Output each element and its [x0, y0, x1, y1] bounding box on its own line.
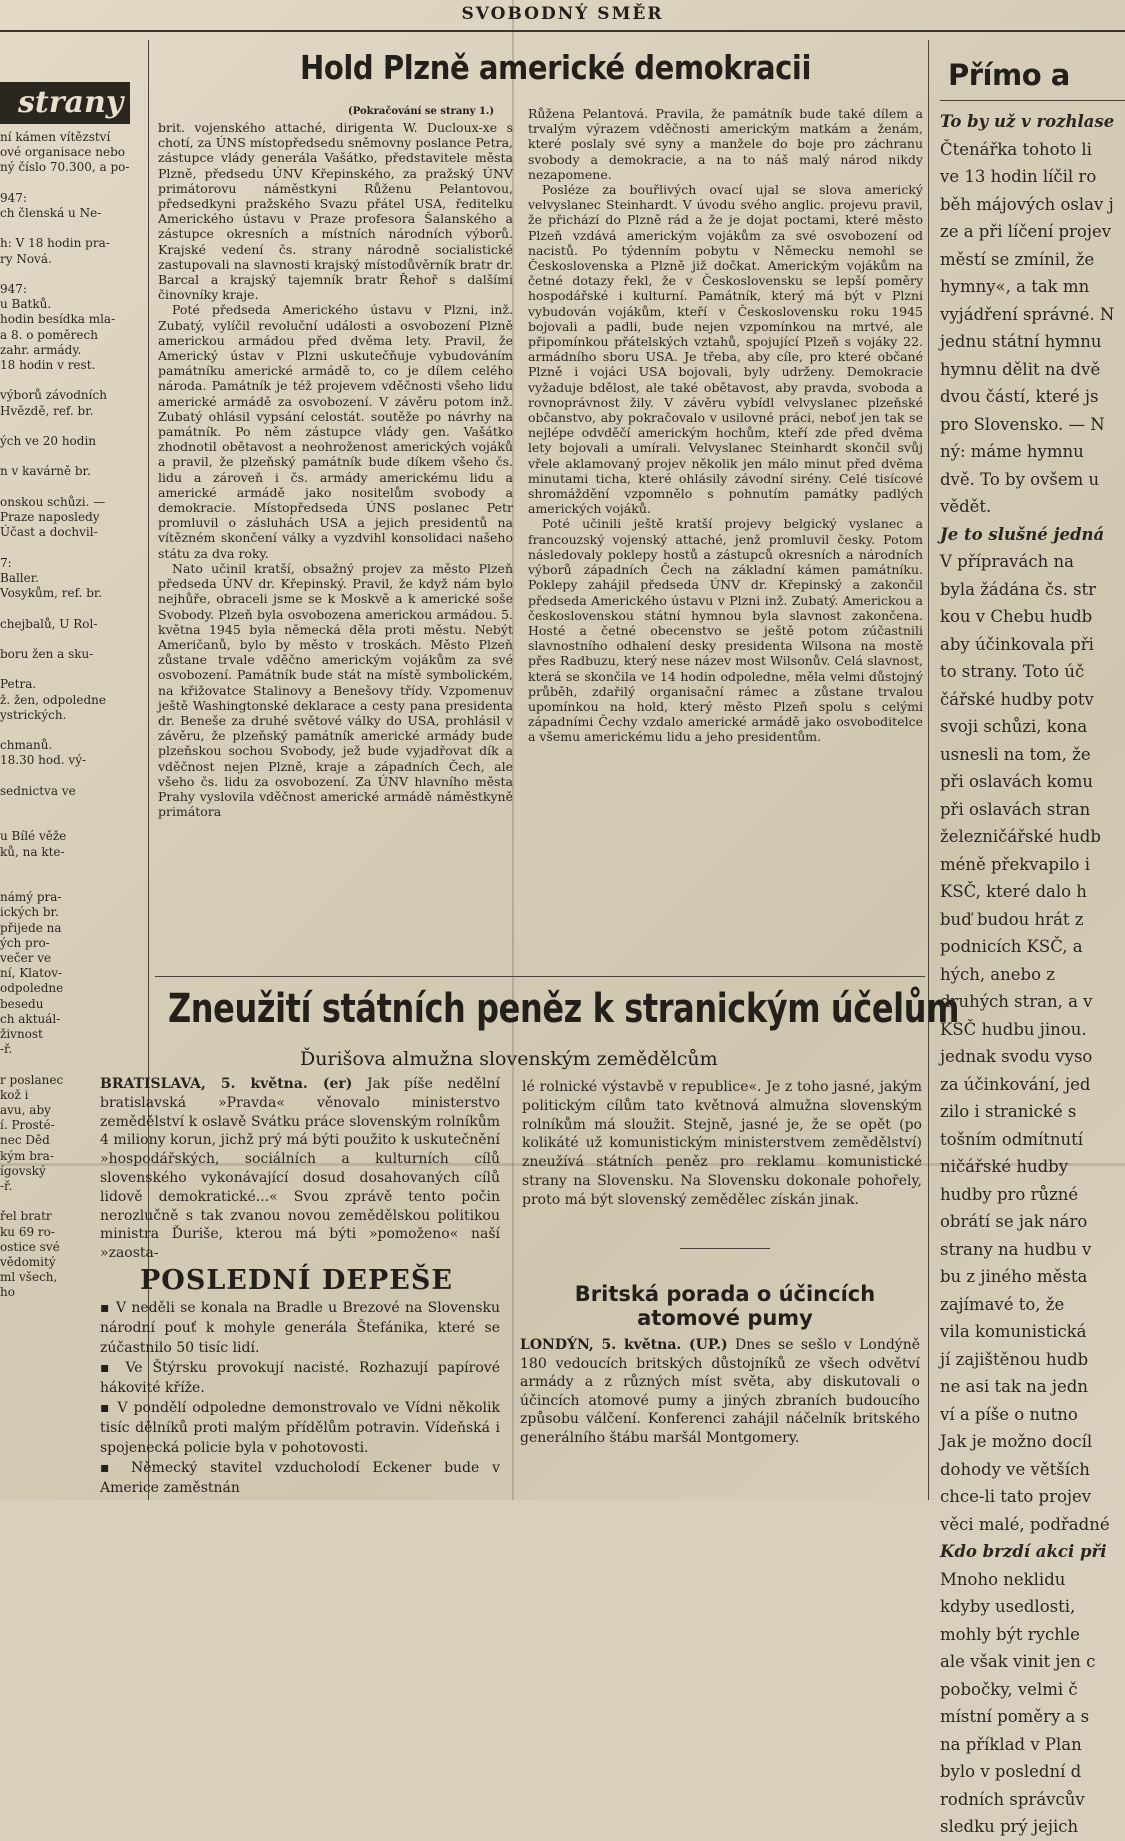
fragment-line: Petra. [0, 677, 37, 692]
fragment-line [0, 480, 140, 495]
right-subhead: To by už v rozhlase [940, 112, 1115, 131]
article-column-1 [158, 120, 513, 980]
article4-text: Dnes se sešlo v Londýně 180 vedoucích britských důstojníků ze všech odvětví armády a z různých míst světa, aby diskutovali o účincích atomové pumy a jiných zbraních budoucího způsobu válčení. Konferenci zahájil náčelník britského generálního štábu maršál Montgomery. [520, 1337, 921, 1446]
fragment-line: chmanů. [0, 738, 53, 753]
fragment-line: hodin besídka mla- [0, 312, 116, 327]
article2-text-1: Jak píše nedělní bratislavská »Pravda« věnovalo ministerstvo zemědělství k oslavě Svátku práce slovenským rolníkům 4 miliony korun, jichž prý má býti použito k uskutečnění »hospodářských, sociálních a kulturních cílů slovenského vykonávající dosud dosahovaných cílů lidově demokratické...« Svou zprávě tento počin nerozlučně s tak zvanou novou zemědělskou politikou ministra Ďuriše, kterou má býti »pomoženo« naší »zaosta- [100, 1076, 500, 1262]
fragment-line: ví a píše o nutno [940, 1404, 1078, 1424]
fragment-line: V přípravách na [940, 552, 1074, 571]
fragment-line: ígovský [0, 1163, 46, 1178]
fragment-line: rodních správcův [940, 1789, 1085, 1809]
fragment-line: obrátí se jak náro [940, 1212, 1088, 1231]
fragment-line: to strany. Toto úč [940, 662, 1085, 681]
article-headline-2: Zneužití státních peněz k stranickým účelům [168, 986, 960, 1032]
fragment-line: mohly být rychle [940, 1624, 1080, 1644]
fragment-line: ých pro- [0, 935, 50, 950]
fragment-line: -ř. [0, 1179, 13, 1194]
fragment-line: -ř. [0, 1042, 13, 1057]
fragment-line: a 8. o poměrech [0, 327, 98, 342]
fragment-line: námý pra- [0, 890, 62, 905]
fragment-line: sledku prý jejich [940, 1817, 1079, 1836]
fragment-line: ostice své [0, 1239, 60, 1254]
fragment-line: Čtenářka tohoto li [940, 139, 1092, 159]
fragment-line: řel bratr [0, 1209, 52, 1224]
fragment-line: železničářské hudb [940, 827, 1101, 846]
fragment-line: ž. žen, odpoledne [0, 692, 106, 707]
fragment-line: Mnoho neklidu [940, 1569, 1066, 1589]
fragment-line: Vosykům, ref. br. [0, 586, 103, 601]
fragment-line: při oslavách stran [940, 799, 1091, 819]
bullet-icon: ▪ [100, 1460, 132, 1476]
fragment-line [0, 176, 140, 191]
paragraph: Nato učinil kratší, obsažný projev za město Plzeň předseda ÚNV dr. Křepinský. Pravil, že když nám bylo nejhůře, obraceli jsme se k Moskvě a k americké soše Svobody. Plzeň byla osvobozena americkou armádou. 5. května 1945 byla německá děla proti městu. Nebýt Američanů, bylo by město v troskách. Město Plzeň zůstane trvale vděčno americkým vojákům za své osvobození. Památník bude stát na místě symbolickém, na křižovatce Stalinovy a Benešovy třídy. Vzpomenuv ještě Washingtonské deklarace a cesty pana presidenta dr. Beneše za druhé světové války do USA, prohlásil v závěru, že plzeňský památník americké armády bude plzeňskou sochou Svobody, jež bude vyjadřovat dík a vděčnost nejen Plzně, kraje a západních Čech, ale všeho čs. lidu za osvobození. Za ÚNV hlavního města Prahy vyslovila vděčnost americké armádě náměstkyně primátora [158, 560, 513, 820]
paragraph: Růžena Pelantová. Pravila, že památník bude také dílem a trvalým výrazem vděčnosti americkým matkám a ženám, které poslaly své syny a manžele do boje pro záchranu svobody a demokracie, a na to náš malý národ nikdy nezapomene. [528, 106, 923, 182]
right-headline-rule [940, 100, 1125, 101]
fragment-line: Praze naposledy [0, 510, 100, 525]
fragment-line: ové organisace nebo [0, 145, 125, 160]
fragment-line: druhých stran, a v [940, 992, 1093, 1011]
fragment-line: 18 hodin v rest. [0, 358, 96, 373]
fragment-line: kdyby usedlosti, [940, 1597, 1076, 1616]
depese-text: Ve Štýrsku provokují nacisté. Rozhazují papírové hákovité kříže. [100, 1360, 500, 1396]
depese-text: V neděli se konala na Bradle u Brezové na Slovensku národní pouť k mohyle generála Štefánika, které se zúčastnilo 50 tisíc lidí. [100, 1300, 500, 1356]
fragment-line: svoji schůzi, kona [940, 717, 1088, 736]
fragment-line: ho [0, 1285, 15, 1300]
fragment-line: výborů závodních [0, 388, 107, 403]
fragment-line: byla žádána čs. str [940, 579, 1097, 599]
fragment-line [0, 449, 140, 464]
fragment-line [0, 799, 140, 814]
fragment-line: ne asi tak na jedn [940, 1377, 1088, 1396]
fragment-line: přijede na [0, 920, 62, 935]
fragment-line: ry Nová. [0, 251, 52, 266]
dateline-4: LONDÝN, 5. května. (UP.) [520, 1337, 728, 1353]
fragment-line: při oslavách komu [940, 772, 1093, 791]
fragment-line: KSČ, které dalo h [940, 882, 1087, 901]
fragment-line: ch aktuál- [0, 1011, 61, 1026]
article2-column-1 [100, 1075, 500, 1262]
fragment-line: Účast a dochvil- [0, 525, 98, 540]
column-rule-right [928, 40, 929, 1500]
fragment-line [0, 860, 140, 875]
fragment-line: živnost [0, 1026, 43, 1041]
fragment-line: boru žen a sku- [0, 646, 94, 661]
paragraph: brit. vojenského attaché, dirigenta W. Ducloux-xe s chotí, za ÚNS místopředsedu sněmovny poslance Petra, zástupce vlády generála Vašátko, představitele města Plzně, předsedu ÚNV Křepinského, za pražský ÚNV primátorovu náměstkyni Růženu Pelantovou, předsedkyni pražského Svazu přátel USA, ředitelku Amerického ústavu v Praze profesora Šalanského a zástupce okresních a místních národních výborů. Krajské vedení čs. strany národně socialistické zastupovali na slavnosti krajský místodůvěrník bratr dr. Barcal a krajský tajemník bratr Řehoř s dalšími činovníky kraje. [158, 120, 513, 303]
fragment-line: KSČ hudbu jinou. [940, 1019, 1087, 1039]
fragment-line [0, 875, 140, 890]
fragment-line [0, 373, 140, 388]
fragment-line: vyjádření správné. N [940, 304, 1115, 324]
fragment-line: n v kavárně br. [0, 464, 91, 479]
article-divider [155, 976, 925, 977]
left-fragment-column [0, 130, 140, 1500]
fragment-line: hudby pro různé [940, 1184, 1079, 1204]
paragraph: Poté učinili ještě kratší projevy belgický vyslanec a francouzský vojenský attaché, jenž promluvil česky. Potom následovaly poklepy hostů a zástupců okresních a národních výborů západních Čech na základní kámen památníku. Poklepy zahájil předseda ÚNV dr. Křepinský a zakončil předseda Amerického ústavu v Plzni inž. Zubatý. Americkou a československou státní hymnou byla slavnost zakončena. Hosté a četné obecenstvo se ještě potom zúčastnili slavnostního odhalení desky presidenta Wilsona na mostě přes Radbuzu, který nese název most Wilsonův. Celá slavnost, která se skončila ve 14 hodin odpoledne, měla velmi důstojný průběh, zdařilý organisační rámec a zůstane trvalou upomínkou na hold, který město Plzeň spolu s celými západními Čechy vzdalo americké armádě jako osvoboditelce a všemu americkému lidu a jeho presidentům. [528, 516, 923, 745]
fragment-line [0, 221, 140, 236]
fragment-line: ničářské hudby [940, 1157, 1069, 1176]
fragment-line: Baller. [0, 570, 39, 585]
fragment-line: jí zajištěnou hudb [940, 1349, 1089, 1369]
fragment-line [0, 267, 140, 282]
depese-headline: POSLEDNÍ DEPEŠE [140, 1265, 453, 1296]
fragment-line: 7: [0, 555, 12, 570]
fragment-line: ní, Klatov- [0, 966, 63, 981]
fragment-line [0, 814, 140, 829]
depese-item [100, 1398, 500, 1458]
fragment-line: chejbalů, U Rol- [0, 616, 98, 631]
fragment-line: aby účinkovala při [940, 634, 1094, 654]
article-headline: Hold Plzně americké demokracii [300, 48, 811, 87]
fragment-line: usnesli na tom, že [940, 744, 1091, 764]
fragment-line: sednictva ve [0, 783, 76, 798]
fragment-line: ve 13 hodin líčil ro [940, 167, 1097, 186]
fragment-line: ku 69 ro- [0, 1224, 55, 1239]
fragment-line: ze a při líčení projev [940, 222, 1112, 241]
fragment-line: vědět. [940, 497, 992, 516]
fragment-line: avu, aby [0, 1103, 51, 1117]
fragment-line: věci malé, podřadné [940, 1514, 1110, 1534]
depese-item [100, 1358, 500, 1398]
bullet-icon: ▪ [100, 1360, 126, 1376]
fragment-line: městí se zmínil, že [940, 249, 1095, 269]
fragment-line: dvou částí, které js [940, 387, 1099, 406]
paragraph: Posléze za bouřlivých ovací ujal se slova americký velvyslanec Steinhardt. V úvodu svého anglic. projevu pravil, že přichází do Plzně rád a že je dojat poctami, které město Plzeň vzdává americkým vojákům za své osvobození od nacistů. Po týdenním pobytu v Německu nemohl se Československa a Plzně již dočkat. Americkým vojákům na četné dotazy řekl, že v Československu se lepší poměry hospodářské i kulturní. Památník, který má být v Plzni vybudován vojákům, kteří v Československu roku 1945 bojovali a padli, bude nejen vzpomínkou na mrtvé, ale připomínkou přátelských vztahů, spojující Plzeň s vojáky 22. armádního sboru USA. Je třeba, aby cíle, pro které občané Plzně i vojáci USA bojovali, byly udrženy. Demokracie vyžaduje bdělost, ale také obětavost, aby pravda, svoboda a rovnoprávnost žily. V závěru vybídl velvyslanec plzeňské občanstvo, aby pokračovalo v usilovné práci, neboť jen tak se nejlépe odvděčí americkým hochům, kteří zde před dvěma lety bojovali a umírali. Velvyslanec Steinhardt skončil svůj vřele aklamovaný projev několik jen málo minut před dvěma minutami ticha, které ohlásily závodní sirény. Celé tisícové shromáždění vzpomnělo s pohnutím památky padlých amerických vojáků. [528, 182, 923, 517]
fragment-line [0, 1057, 140, 1072]
paragraph: Poté předseda Amerického ústavu v Plzni, inž. Zubatý, vylíčil revoluční události a osvobození Plzně americkou armádou před dvěma lety. Pravil, že Americký ústav v Plzni uskutečňuje vybudováním památníku americké armádě to, co je dílem celého národa. Památník je též projevem vděčnosti všeho lidu americké armádě za osvobození. V závěru potom inž. Zubatý ohlásil vypsání celostát. soutěže po návrhy na památník. Po něm zástupce vlády gen. Vašátko zhodnotil obětavost a neohroženost amerických vojáků a pravil, že plzeňský památník bude díkem všeho čs. lidu a zároveň i čs. armády americkému lidu a americké armádě jako nositelům svobody a demokracie. Místopředseda ÚNS poslanec Petr promluvil o zásluhách USA a jejich presidentů na vítězném skončení války a vyzdvihl konsolidaci našeho státu za dva roky. [158, 302, 513, 561]
fragment-line [0, 662, 140, 677]
fragment-line: večer ve [0, 950, 52, 965]
fragment-line [0, 419, 140, 434]
fragment-line: r poslanec [0, 1072, 64, 1087]
section-banner: strany [0, 82, 130, 124]
fragment-line: zahr. armády. [0, 342, 82, 357]
fragment-line: méně překvapilo i [940, 854, 1090, 874]
fragment-line: bu z jiného města [940, 1267, 1088, 1286]
fragment-line: jednak svodu vyso [940, 1047, 1093, 1066]
masthead-rule [0, 30, 1125, 32]
bullet-icon: ▪ [100, 1400, 118, 1416]
fragment-line: zajímavé to, že [940, 1294, 1065, 1314]
fragment-line: bylo v poslední d [940, 1762, 1082, 1781]
fragment-line: ých ve 20 hodin [0, 434, 97, 449]
fragment-line: í. Prosté- [0, 1118, 55, 1133]
fragment-line [0, 601, 140, 616]
masthead: SVOBODNÝ SMĚR [461, 4, 664, 24]
fragment-line [0, 540, 140, 555]
depese-text: V pondělí odpoledne demonstrovalo ve Vídni několik tisíc dělníků proti malým přídělům potravin. Vídeňská i spojenecká policie byla v pohotovosti. [100, 1400, 500, 1456]
fragment-line: hymny«, a tak mn [940, 277, 1090, 296]
dateline: BRATISLAVA, 5. května. (er) [100, 1076, 353, 1092]
right-fragment-column [940, 108, 1125, 1836]
fragment-line: dvě. To by ovšem u [940, 469, 1100, 489]
fragment-line: besedu [0, 996, 44, 1011]
fragment-line: kož i [0, 1087, 29, 1102]
fragment-line: 947: [0, 190, 27, 205]
fragment-line: ml všech, [0, 1270, 58, 1285]
fragment-line: hymnu dělit na dvě [940, 359, 1101, 379]
fragment-line: vila komunistická [940, 1322, 1087, 1341]
fragment-line: na příklad v Plan [940, 1734, 1082, 1754]
article-subhead-2: Ďurišova almužna slovenským zemědělcům [300, 1048, 718, 1070]
fragment-line: Hvězdě, ref. br. [0, 403, 94, 418]
fragment-line: h: V 18 hodin pra- [0, 236, 110, 251]
fragment-line: odpoledne [0, 981, 64, 996]
right-headline: Přímo a [948, 58, 1070, 92]
fragment-line: ný číslo 70.300, a po- [0, 160, 130, 175]
depese-text: Německý stavitel vzducholodí Eckener bude v Americe zaměstnán [100, 1460, 500, 1496]
fragment-line: hých, anebo z [940, 964, 1055, 984]
fragment-line: onskou schůzi. — [0, 494, 106, 509]
fragment-line: ní kámen vítězství [0, 130, 111, 144]
short-divider [680, 1248, 770, 1249]
article-column-2 [528, 106, 923, 968]
fragment-line: 18.30 hod. vý- [0, 753, 87, 768]
fragment-line: dohody ve větších [940, 1459, 1090, 1479]
depese-item [100, 1298, 500, 1358]
fragment-line: buď budou hrát z [940, 909, 1084, 929]
fragment-line: ný: máme hymnu [940, 442, 1084, 461]
fragment-line: ale však vinit jen c [940, 1652, 1096, 1671]
fragment-line: u Bílé věže [0, 829, 67, 844]
fragment-line: strany na hudbu v [940, 1239, 1092, 1259]
article-headline-4: Britská porada o účincích atomové pumy [574, 1282, 876, 1330]
fragment-line [0, 769, 140, 784]
article4-body [520, 1336, 920, 1447]
fragment-line: čářské hudby potv [940, 689, 1094, 709]
fragment-line: ystrických. [0, 707, 67, 722]
continuation-note: (Pokračování se strany 1.) [348, 106, 495, 117]
fragment-line: zilo i stranické s [940, 1102, 1077, 1121]
fragment-line: běh májových oslav j [940, 194, 1114, 214]
fragment-line: nec Děd [0, 1133, 50, 1148]
article2-text-2: lé rolnické výstavbě v republice«. Je z toho jasné, jakým politickým cílům tato květnová almužna slovenským rolníkům má sloužit. Stejně, jasné je, že se opět (po kolikáté už komunistickým ministerstvem zemědělství) zneužívá státních peněz pro reklamu komunistické strany na Slovensku. Na Slovensku dokonale pohořely, proto má být slovenský zemědělec získán jinak. [522, 1079, 922, 1208]
fragment-line: místní poměry a s [940, 1707, 1090, 1726]
fragment-line: u Batků. [0, 297, 52, 312]
right-subhead: Je to slušné jedná [940, 524, 1105, 544]
right-subhead: Kdo brzdí akci při [940, 1542, 1107, 1561]
article2-column-2 [522, 1078, 922, 1243]
bullet-icon: ▪ [100, 1300, 116, 1316]
fragment-line: jednu státní hymnu [940, 332, 1102, 351]
fragment-line [0, 632, 140, 647]
fragment-line: kou v Chebu hudb [940, 607, 1093, 626]
fragment-line [0, 723, 140, 738]
fragment-line: 947: [0, 282, 27, 297]
fragment-line: za účinkování, jed [940, 1074, 1091, 1094]
fragment-line: kým bra- [0, 1148, 54, 1163]
depese-list [100, 1298, 500, 1498]
fragment-line: vědomitý [0, 1255, 56, 1270]
fragment-line: ických br. [0, 905, 59, 920]
depese-item [100, 1458, 500, 1498]
fragment-line: chce-li tato projev [940, 1487, 1092, 1506]
fragment-line: pobočky, velmi č [940, 1679, 1078, 1699]
fragment-line: ch členská u Ne- [0, 206, 102, 221]
fragment-line: tošním odmítnutí [940, 1129, 1084, 1149]
fragment-line: pro Slovensko. — N [940, 414, 1105, 434]
fragment-line: Jak je možno docíl [940, 1432, 1093, 1451]
fragment-line: podnicích KSČ, a [940, 937, 1083, 956]
fragment-line: ků, na kte- [0, 844, 65, 859]
